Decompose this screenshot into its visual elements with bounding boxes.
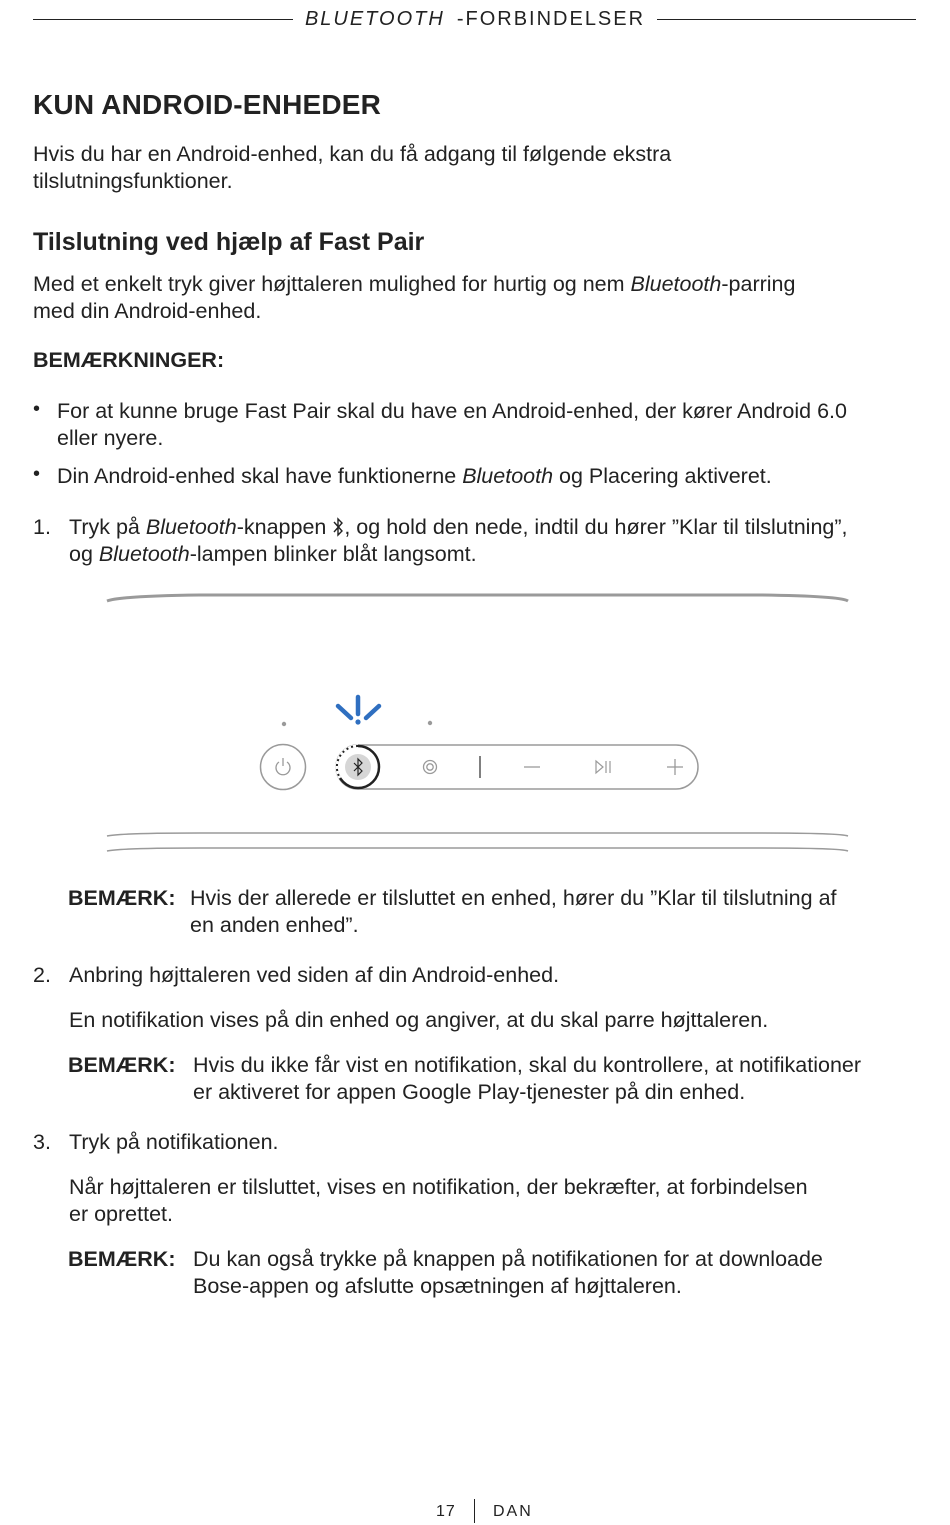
section-title-italic: BLUETOOTH <box>299 8 451 30</box>
step-2-note-line-1: Hvis du ikke får vist en notifikation, skal du kontrollere, at notifikationer <box>193 1053 862 1077</box>
description-paragraph <box>33 271 795 325</box>
step-3-line-3: er oprettet. <box>69 1202 173 1226</box>
bullet-item-2 <box>57 463 772 490</box>
step-number: 3. <box>33 1130 51 1154</box>
subheading: Tilslutning ved hjælp af Fast Pair <box>33 228 425 256</box>
step-1-text-c: , og hold den nede, indtil du hører ”Klar til tilslutning”, <box>344 515 848 539</box>
bullet-2-text-italic: Bluetooth <box>462 464 554 488</box>
step-1-note-line-2: en anden enhed”. <box>190 913 359 937</box>
power-icon <box>261 745 306 790</box>
step-3-note <box>193 1246 823 1300</box>
step-1-text-b: -knappen <box>236 515 333 539</box>
page-number: 17 <box>436 1503 456 1520</box>
bullet-2-text-b: og Placering aktiveret. <box>553 464 772 488</box>
desc-line-1 <box>33 271 795 298</box>
step-3-paragraph <box>69 1174 808 1228</box>
desc-text-b: -parring <box>721 272 796 296</box>
intro-paragraph <box>33 141 671 195</box>
intro-line-2: tilslutningsfunktioner. <box>33 169 233 193</box>
blinking-light-icon <box>338 697 379 725</box>
step-1-text-a: Tryk på <box>69 515 146 539</box>
page-title: KUN ANDROID-ENHEDER <box>33 89 382 120</box>
note-label: BEMÆRK: <box>68 886 176 910</box>
note-label: BEMÆRK: <box>68 1247 176 1271</box>
step-1-text-d: og <box>69 542 99 566</box>
step-1-text <box>69 514 848 568</box>
step-number: 2. <box>33 963 51 987</box>
step-1-text-italic: Bluetooth <box>145 515 237 539</box>
step-number: 1. <box>33 515 51 539</box>
intro-line-1: Hvis du har en Android-enhed, kan du få adgang til følgende ekstra <box>33 142 672 166</box>
step-1-note-line-1: Hvis der allerede er tilsluttet en enhed, hører du ”Klar til tilslutning af <box>190 886 837 910</box>
bullet-dot: • <box>33 463 41 485</box>
section-title-rest: -FORBINDELSER <box>451 8 651 30</box>
step-1-line-2 <box>69 541 848 568</box>
notes-heading: BEMÆRKNINGER: <box>33 348 225 372</box>
step-3-note-line-2: Bose-appen og afslutte opsætningen af højttaleren. <box>193 1274 682 1298</box>
step-1-line-1 <box>69 514 848 541</box>
note-label: BEMÆRK: <box>68 1053 176 1077</box>
step-2-line-1: Anbring højttaleren ved siden af din Android-enhed. <box>69 963 560 987</box>
step-2-note-line-2: er aktiveret for appen Google Play-tjenester på din enhed. <box>193 1080 746 1104</box>
bullet-item-1 <box>57 398 847 452</box>
step-1-text-e: -lampen blinker blåt langsomt. <box>189 542 477 566</box>
section-header <box>0 8 950 30</box>
bullet-1-line-2: eller nyere. <box>57 426 164 450</box>
bullet-1-line-1: For at kunne bruge Fast Pair skal du have en Android-enhed, der kører Android 6.0 <box>57 399 847 423</box>
step-3-line-2: Når højttaleren er tilsluttet, vises en notifikation, der bekræfter, at forbindelsen <box>69 1175 808 1199</box>
desc-text-a: Med et enkelt tryk giver højttaleren mulighed for hurtig og nem <box>33 272 631 296</box>
step-1-text-italic-2: Bluetooth <box>98 542 190 566</box>
step-3-line-1: Tryk på notifikationen. <box>69 1130 279 1154</box>
desc-text-italic: Bluetooth <box>630 272 722 296</box>
bluetooth-icon <box>332 517 344 537</box>
bullet-2-text-a: Din Android-enhed skal have funktionerne <box>57 464 463 488</box>
desc-line-2: med din Android-enhed. <box>33 299 262 323</box>
bluetooth-button-icon <box>337 746 379 788</box>
step-1-note <box>190 885 837 939</box>
bullet-dot: • <box>33 398 41 420</box>
step-2-note <box>193 1052 861 1106</box>
step-2-line-2: En notifikation vises på din enhed og angiver, at du skal parre højttaleren. <box>69 1008 769 1032</box>
speaker-illustration <box>0 580 950 870</box>
footer-divider <box>474 1499 475 1523</box>
step-3-note-line-1: Du kan også trykke på knappen på notifikationen for at downloade <box>193 1247 823 1271</box>
language-code: DAN <box>493 1503 533 1520</box>
